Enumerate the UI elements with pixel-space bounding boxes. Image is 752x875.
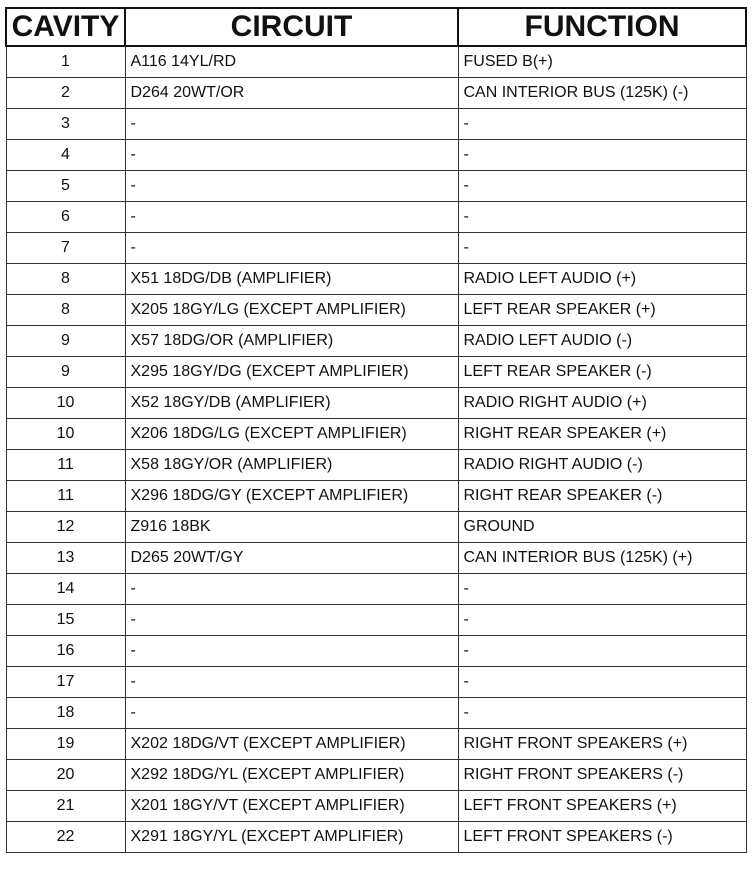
cavity-cell: 8: [6, 264, 125, 295]
table-row: [6, 822, 746, 853]
circuit-cell: -: [125, 109, 458, 140]
table-row: [6, 295, 746, 326]
cavity-cell: 13: [6, 543, 125, 574]
circuit-cell: Z916 18BK: [125, 512, 458, 543]
header-circuit: CIRCUIT: [125, 8, 458, 46]
function-cell: RIGHT FRONT SPEAKERS (-): [458, 760, 746, 791]
function-cell: RADIO LEFT AUDIO (+): [458, 264, 746, 295]
circuit-cell: -: [125, 605, 458, 636]
function-cell: GROUND: [458, 512, 746, 543]
circuit-cell: A116 14YL/RD: [125, 46, 458, 78]
table-row: [6, 78, 746, 109]
circuit-cell: X201 18GY/VT (EXCEPT AMPLIFIER): [125, 791, 458, 822]
cavity-cell: 10: [6, 388, 125, 419]
circuit-cell: X51 18DG/DB (AMPLIFIER): [125, 264, 458, 295]
function-cell: RADIO RIGHT AUDIO (-): [458, 450, 746, 481]
cavity-cell: 15: [6, 605, 125, 636]
table-row: [6, 481, 746, 512]
function-cell: RIGHT REAR SPEAKER (-): [458, 481, 746, 512]
circuit-cell: X295 18GY/DG (EXCEPT AMPLIFIER): [125, 357, 458, 388]
circuit-cell: -: [125, 636, 458, 667]
circuit-cell: -: [125, 202, 458, 233]
circuit-cell: X58 18GY/OR (AMPLIFIER): [125, 450, 458, 481]
cavity-cell: 9: [6, 326, 125, 357]
circuit-cell: -: [125, 667, 458, 698]
table-row: [6, 512, 746, 543]
table-row: [6, 419, 746, 450]
circuit-cell: X205 18GY/LG (EXCEPT AMPLIFIER): [125, 295, 458, 326]
circuit-cell: -: [125, 140, 458, 171]
circuit-cell: X202 18DG/VT (EXCEPT AMPLIFIER): [125, 729, 458, 760]
cavity-cell: 7: [6, 233, 125, 264]
function-cell: LEFT FRONT SPEAKERS (+): [458, 791, 746, 822]
function-cell: LEFT FRONT SPEAKERS (-): [458, 822, 746, 853]
circuit-cell: X57 18DG/OR (AMPLIFIER): [125, 326, 458, 357]
cavity-cell: 2: [6, 78, 125, 109]
cavity-cell: 16: [6, 636, 125, 667]
table-row: [6, 698, 746, 729]
circuit-cell: -: [125, 574, 458, 605]
table-row: [6, 326, 746, 357]
cavity-cell: 4: [6, 140, 125, 171]
function-cell: -: [458, 233, 746, 264]
circuit-cell: X206 18DG/LG (EXCEPT AMPLIFIER): [125, 419, 458, 450]
cavity-cell: 19: [6, 729, 125, 760]
table-row: [6, 667, 746, 698]
table-row: [6, 450, 746, 481]
cavity-cell: 1: [6, 46, 125, 78]
table-row: [6, 140, 746, 171]
function-cell: -: [458, 171, 746, 202]
function-cell: -: [458, 605, 746, 636]
cavity-cell: 20: [6, 760, 125, 791]
table-row: [6, 233, 746, 264]
circuit-cell: X52 18GY/DB (AMPLIFIER): [125, 388, 458, 419]
function-cell: -: [458, 698, 746, 729]
function-cell: -: [458, 140, 746, 171]
cavity-cell: 5: [6, 171, 125, 202]
cavity-cell: 14: [6, 574, 125, 605]
cavity-cell: 12: [6, 512, 125, 543]
circuit-cell: X292 18DG/YL (EXCEPT AMPLIFIER): [125, 760, 458, 791]
table-row: [6, 605, 746, 636]
table-row: [6, 760, 746, 791]
cavity-cell: 21: [6, 791, 125, 822]
cavity-cell: 8: [6, 295, 125, 326]
function-cell: RADIO RIGHT AUDIO (+): [458, 388, 746, 419]
cavity-cell: 6: [6, 202, 125, 233]
table-row: [6, 574, 746, 605]
cavity-cell: 22: [6, 822, 125, 853]
circuit-cell: -: [125, 698, 458, 729]
cavity-cell: 18: [6, 698, 125, 729]
table-row: [6, 357, 746, 388]
header-function: FUNCTION: [458, 8, 746, 46]
function-cell: -: [458, 667, 746, 698]
function-cell: -: [458, 636, 746, 667]
cavity-cell: 17: [6, 667, 125, 698]
table-row: [6, 46, 746, 78]
table-row: [6, 636, 746, 667]
function-cell: -: [458, 109, 746, 140]
header-cavity: CAVITY: [6, 8, 125, 46]
function-cell: CAN INTERIOR BUS (125K) (-): [458, 78, 746, 109]
cavity-cell: 11: [6, 481, 125, 512]
circuit-cell: -: [125, 171, 458, 202]
cavity-cell: 11: [6, 450, 125, 481]
header-row: [6, 8, 746, 46]
cavity-cell: 10: [6, 419, 125, 450]
table-row: [6, 264, 746, 295]
pinout-table-container: [5, 7, 747, 853]
table-row: [6, 388, 746, 419]
table-row: [6, 543, 746, 574]
function-cell: -: [458, 574, 746, 605]
function-cell: RIGHT FRONT SPEAKERS (+): [458, 729, 746, 760]
circuit-cell: D265 20WT/GY: [125, 543, 458, 574]
function-cell: RIGHT REAR SPEAKER (+): [458, 419, 746, 450]
table-row: [6, 791, 746, 822]
table-row: [6, 729, 746, 760]
circuit-cell: -: [125, 233, 458, 264]
circuit-cell: X291 18GY/YL (EXCEPT AMPLIFIER): [125, 822, 458, 853]
cavity-cell: 9: [6, 357, 125, 388]
connector-pinout-table: [5, 7, 747, 853]
circuit-cell: X296 18DG/GY (EXCEPT AMPLIFIER): [125, 481, 458, 512]
circuit-cell: D264 20WT/OR: [125, 78, 458, 109]
table-row: [6, 109, 746, 140]
function-cell: RADIO LEFT AUDIO (-): [458, 326, 746, 357]
table-row: [6, 202, 746, 233]
function-cell: LEFT REAR SPEAKER (-): [458, 357, 746, 388]
function-cell: FUSED B(+): [458, 46, 746, 78]
function-cell: LEFT REAR SPEAKER (+): [458, 295, 746, 326]
function-cell: CAN INTERIOR BUS (125K) (+): [458, 543, 746, 574]
table-row: [6, 171, 746, 202]
function-cell: -: [458, 202, 746, 233]
cavity-cell: 3: [6, 109, 125, 140]
